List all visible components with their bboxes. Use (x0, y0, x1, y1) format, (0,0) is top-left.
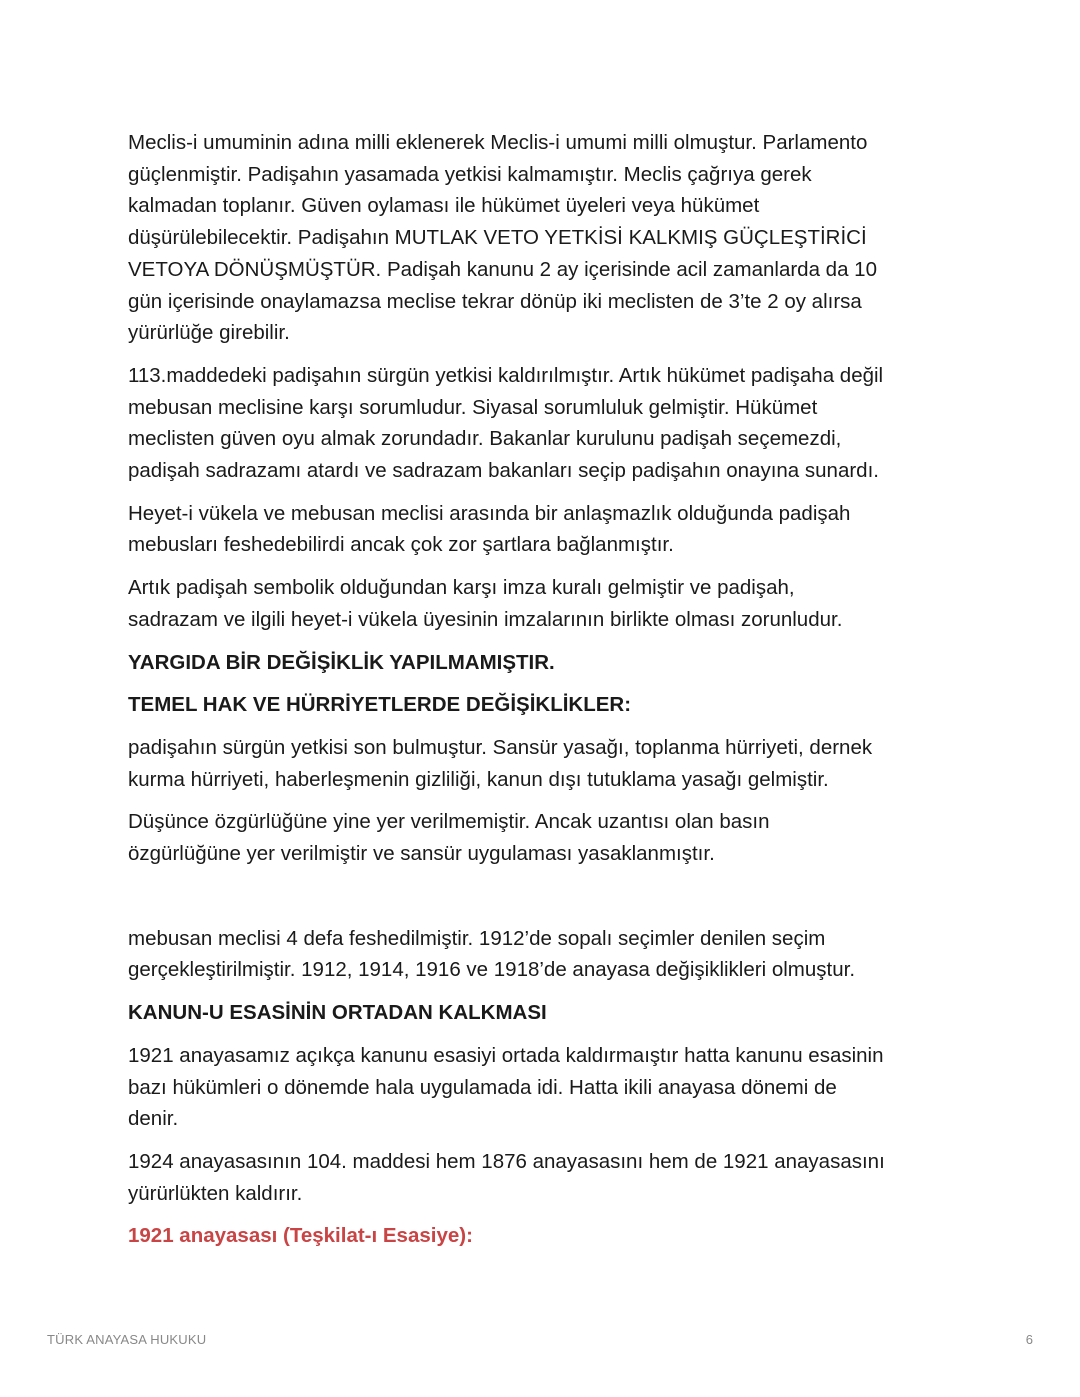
text-line: güçlenmiştir. Padişahın yasamada yetkisi kalmamıştır. Meclis çağrıya gerek (128, 162, 812, 186)
text-line: 1921 anayasamız açıkça kanunu esasiyi ortada kaldırmaıştır hatta kanunu esasinin (128, 1043, 884, 1067)
text-line: bazı hükümleri o dönemde hala uygulamada idi. Hatta ikili anayasa dönemi de (128, 1075, 837, 1099)
text-line: kurma hürriyeti, haberleşmenin gizliliği, kanun dışı tutuklama yasağı gelmiştir. (128, 767, 829, 791)
paragraph (128, 572, 988, 635)
text-line: kalmadan toplanır. Güven oylaması ile hükümet üyeleri veya hükümet (128, 194, 760, 218)
highlight-heading (128, 1220, 988, 1252)
text-line: TEMEL HAK VE HÜRRİYETLERDE DEĞİŞİKLİKLER: (128, 693, 632, 717)
document-body (128, 127, 988, 1263)
text-line: sadrazam ve ilgili heyet-i vükela üyesinin imzalarının birlikte olması zorunludur. (128, 607, 843, 631)
paragraph (128, 498, 988, 561)
text-line: Meclis-i umuminin adına milli eklenerek Meclis-i umumi milli olmuştur. Parlamento (128, 131, 868, 154)
text-line: meclisten güven oyu almak zorundadır. Bakanlar kurulunu padişah seçemezdi, (128, 427, 842, 451)
page-number: 6 (1025, 1332, 1033, 1347)
text-line: 1924 anayasasının 104. maddesi hem 1876 anayasasını hem de 1921 anayasasını (128, 1149, 885, 1173)
text-line: padişah sadrazamı atardı ve sadrazam bakanları seçip padişahın onayına sunardı. (128, 459, 879, 483)
paragraph (128, 806, 988, 869)
text-line: VETOYA DÖNÜŞMÜŞTÜR. Padişah kanunu 2 ay içerisinde acil zamanlarda da 10 (128, 257, 877, 281)
text-line: mebusan meclisi 4 defa feshedilmiştir. 1912’de sopalı seçimler denilen seçim (128, 926, 826, 950)
text-line: 1921 anayasası (Teşkilat-ı Esasiye): (128, 1224, 473, 1248)
text-line: düşürülebilecektir. Padişahın MUTLAK VETO YETKİSİ KALKMIŞ GÜÇLEŞTİRİCİ (128, 226, 867, 250)
section-heading (128, 647, 988, 679)
paragraph (128, 1040, 988, 1135)
text-line: Düşünce özgürlüğüne yine yer verilmemiştir. Ancak uzantısı olan basın (128, 810, 770, 834)
text-line: 113.maddedeki padişahın sürgün yetkisi kaldırılmıştır. Artık hükümet padişaha değil (128, 363, 884, 387)
footer-title: TÜRK ANAYASA HUKUKU (47, 1332, 207, 1347)
text-line: özgürlüğüne yer verilmiştir ve sansür uygulaması yasaklanmıştır. (128, 842, 715, 866)
paragraph (128, 923, 988, 986)
text-line: yürürlükten kaldırır. (128, 1181, 303, 1205)
text-line: mebusan meclisine karşı sorumludur. Siyasal sorumluluk gelmiştir. Hükümet (128, 395, 818, 419)
paragraph (128, 1146, 988, 1209)
text-line: YARGIDA BİR DEĞİŞİKLİK YAPILMAMIŞTIR. (128, 650, 555, 674)
text-line: denir. (128, 1107, 179, 1131)
text-line: mebusları feshedebilirdi ancak çok zor şartlara bağlanmıştır. (128, 533, 674, 557)
text-line: yürürlüğe girebilir. (128, 321, 290, 345)
text-line: gün içerisinde onaylamazsa meclise tekrar dönüp iki meclisten de 3’te 2 oy alırsa (128, 289, 862, 313)
text-line: padişahın sürgün yetkisi son bulmuştur. Sansür yasağı, toplanma hürriyeti, dernek (128, 735, 873, 759)
section-heading (128, 997, 988, 1029)
paragraph (128, 127, 988, 349)
text-line: gerçekleştirilmiştir. 1912, 1914, 1916 ve 1918’de anayasa değişiklikleri olmuştur. (128, 958, 856, 982)
paragraph (128, 732, 988, 795)
text-line: Artık padişah sembolik olduğundan karşı imza kuralı gelmiştir ve padişah, (128, 576, 795, 600)
section-heading (128, 689, 988, 721)
text-line: KANUN-U ESASİNİN ORTADAN KALKMASI (128, 1001, 547, 1025)
paragraph (128, 360, 988, 487)
text-line: Heyet-i vükela ve mebusan meclisi arasında bir anlaşmazlık olduğunda padişah (128, 501, 851, 525)
